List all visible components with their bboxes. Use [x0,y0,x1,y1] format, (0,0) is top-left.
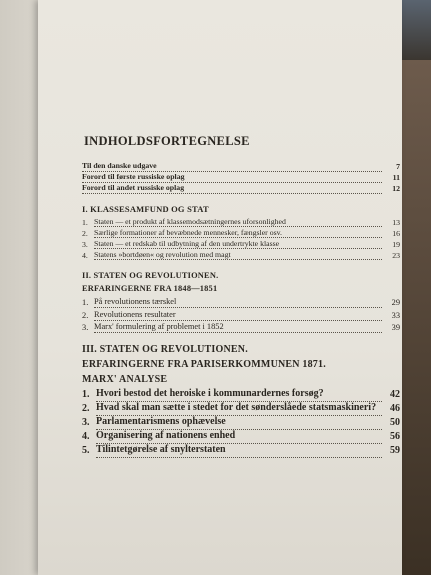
chapter-heading: I. KLASSESAMFUND OG STAT [82,203,209,214]
entry-page: 7 [396,162,400,171]
entry-number: 3. [82,323,89,332]
entry-page: 13 [392,217,400,227]
entry-text: Til den danske udgave [82,161,382,172]
entry-page: 39 [391,323,400,332]
entry-text: Marx' formulering af problemet i 1852 [94,321,382,333]
entry-number: 4. [82,431,90,442]
entry-page: 50 [390,417,400,428]
chapter-heading: III. STATEN OG REVOLUTIONEN. [82,344,248,355]
entry-page: 46 [390,403,400,414]
chapter-1 [82,204,400,261]
entry-page: 29 [391,298,400,307]
toc-entry [82,321,400,333]
entry-number: 3. [82,417,90,428]
entry-page: 16 [392,228,400,238]
front-matter [82,161,400,194]
chapter-subheading: ERFARINGERNE FRA 1848—1851 [82,284,218,293]
entry-number: 2. [82,228,88,238]
entry-text: Organisering af nationens enhed [96,430,382,444]
chapter-heading: II. STATEN OG REVOLUTIONEN. [82,271,219,280]
toc-entry [82,228,400,239]
entry-page: 12 [392,184,400,193]
entry-page: 11 [392,173,400,182]
toc-entry [82,402,400,416]
toc-entry [82,172,400,183]
toc-entry [82,239,400,250]
toc-entry [82,309,400,321]
entry-text: Hvori bestod det heroiske i kommunardernes forsøg? [96,388,382,402]
entry-text: Forord til andet russiske oplag [82,183,382,194]
entry-text: Statens »bortdøen« og revolution med magt [94,250,382,261]
chapter-2 [82,270,400,333]
entry-page: 56 [390,431,400,442]
toc-entry [82,161,400,172]
entry-text: Revolutionens resultater [94,309,382,321]
background-table [397,60,431,575]
toc-entry [82,250,400,261]
entry-number: 1. [82,217,88,227]
entry-page: 19 [392,239,400,249]
entry-text: På revolutionens tærskel [94,296,382,308]
entry-text: Særlige formationer af bevæbnede mennesker, fængsler osv. [94,228,382,239]
entry-page: 59 [390,445,400,456]
entry-text: Hvad skal man sætte i stedet for det sønderslåede statsmaskineri? [96,402,382,416]
table-of-contents [82,134,400,468]
chapter-subheading: ERFARINGERNE FRA PARISERKOMMUNEN 1871. [82,359,326,370]
toc-entry [82,183,400,194]
entry-text: Staten — et produkt af klassemodsætningernes uforsonlighed [94,217,382,228]
entry-number: 3. [82,239,88,249]
entry-page: 23 [392,250,400,260]
entry-page: 33 [391,310,400,320]
toc-entry [82,430,400,444]
toc-entry [82,444,400,458]
entry-number: 2. [82,310,89,320]
entry-number: 1. [82,389,90,400]
chapter-3 [82,343,400,458]
entry-text: Staten — et redskab til udbytning af den undertrykte klasse [94,239,382,250]
toc-entry [82,296,400,308]
entry-text: Forord til første russiske oplag [82,172,382,183]
entry-number: 2. [82,403,90,414]
entry-number: 4. [82,250,88,260]
entry-number: 1. [82,298,89,307]
entry-number: 5. [82,445,90,456]
entry-text: Parlamentarismens ophævelse [96,416,382,430]
toc-entry [82,416,400,430]
entry-page: 42 [390,389,400,400]
toc-entry [82,217,400,228]
entry-text: Tilintetgørelse af snylterstaten [96,444,382,458]
chapter-subheading: MARX' ANALYSE [82,374,168,385]
book-page [38,0,402,575]
toc-entry [82,388,400,402]
toc-title: INDHOLDSFORTEGNELSE [84,134,250,148]
